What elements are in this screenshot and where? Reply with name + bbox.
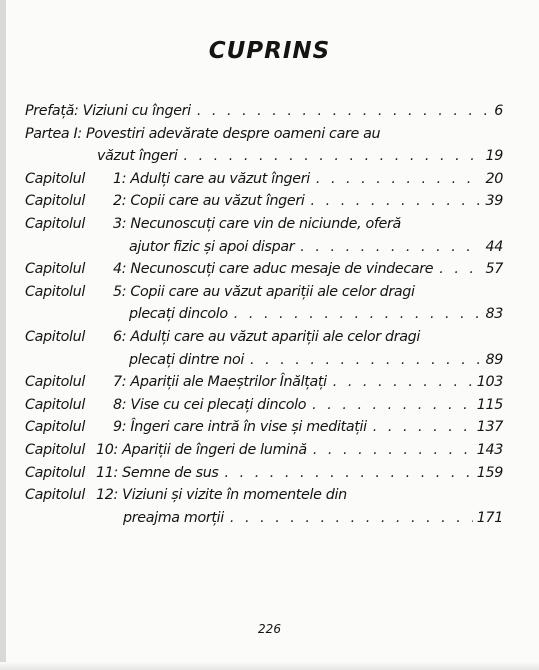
entry-page-number: 171 <box>476 509 503 526</box>
toc-entry <box>25 213 503 258</box>
entry-title: 1: Adulți care au văzut îngeri <box>113 170 310 187</box>
toc-entry <box>25 281 503 326</box>
entry-title: văzut îngeri <box>97 148 178 165</box>
entry-title: 5: Copii care au văzut apariții ale celor dragi <box>113 283 415 300</box>
entry-page-number: 83 <box>485 306 503 323</box>
entry-title: 3: Necunoscuți care vin de niciunde, oferă <box>113 215 401 232</box>
leader-dots <box>184 145 482 168</box>
chapter-label: Capitolul <box>25 261 85 278</box>
page-number: 226 <box>258 622 281 636</box>
toc-entry <box>25 462 503 485</box>
leader-dots <box>234 303 482 326</box>
toc-entry <box>25 168 503 191</box>
leader-dots <box>311 190 482 213</box>
leader-dots <box>230 507 473 530</box>
entry-title: 12: Viziuni și vizite în momentele din <box>96 487 347 504</box>
chapter-label: Capitolul <box>25 441 85 458</box>
page-bottom-edge <box>0 662 539 670</box>
entry-page-number: 6 <box>494 103 503 119</box>
entry-title: plecați dincolo <box>129 306 228 323</box>
entry-page-number: 57 <box>485 261 503 278</box>
toc-entry <box>25 439 503 462</box>
table-of-contents <box>25 100 503 529</box>
entry-title: preajma morții <box>123 509 224 526</box>
entry-title: 6: Adulți care au văzut apariții ale celor dragi <box>113 328 420 345</box>
chapter-label: Capitolul <box>25 487 85 504</box>
chapter-label: Capitolul <box>25 464 85 481</box>
chapter-label: Capitolul <box>25 328 85 345</box>
entry-page-number: 137 <box>476 419 503 436</box>
entry-title: 8: Vise cu cei plecați dincolo <box>113 396 307 413</box>
entry-title: 4: Necunoscuți care aduc mesaje de vindecare <box>113 261 434 278</box>
toc-entry <box>25 123 503 168</box>
leader-dots <box>313 439 473 462</box>
toc-entry <box>25 258 503 281</box>
toc-entry <box>25 394 503 417</box>
entry-title: 9: Îngeri care intră în vise și meditații <box>113 419 367 436</box>
entry-page-number: 39 <box>485 193 503 210</box>
leader-dots <box>373 416 473 439</box>
entry-title: 10: Apariții de îngeri de lumină <box>96 441 307 458</box>
leader-dots <box>312 394 473 417</box>
entry-page-number: 89 <box>485 351 503 368</box>
leader-dots <box>300 236 481 259</box>
chapter-label: Capitolul <box>25 374 85 391</box>
entry-page-number: 143 <box>476 441 503 458</box>
toc-entry <box>25 484 503 529</box>
entry-title: Prefață: Viziuni cu îngeri <box>25 103 191 119</box>
entry-title: plecați dintre noi <box>129 351 245 368</box>
entry-page-number: 20 <box>485 170 503 187</box>
toc-entry <box>25 190 503 213</box>
entry-title: ajutor fizic și apoi dispar <box>129 238 295 255</box>
toc-entry <box>25 416 503 439</box>
chapter-label: Capitolul <box>25 396 85 413</box>
leader-dots <box>250 349 481 372</box>
chapter-label: Capitolul <box>25 215 85 232</box>
entry-page-number: 159 <box>476 464 503 481</box>
entry-title: 11: Semne de sus <box>96 464 219 481</box>
page-left-edge <box>0 0 6 670</box>
entry-title: 2: Copii care au văzut îngeri <box>113 193 305 210</box>
chapter-label: Capitolul <box>25 283 85 300</box>
leader-dots <box>333 371 473 394</box>
chapter-label: Capitolul <box>25 193 85 210</box>
chapter-label: Capitolul <box>25 170 85 187</box>
entry-page-number: 103 <box>476 374 503 391</box>
leader-dots <box>316 168 482 191</box>
leader-dots <box>197 100 490 123</box>
page-title: CUPRINS <box>208 38 331 64</box>
entry-page-number: 19 <box>485 148 503 165</box>
entry-page-number: 115 <box>476 396 503 413</box>
entry-page-number: 44 <box>485 238 503 255</box>
toc-entry <box>25 371 503 394</box>
leader-dots <box>439 258 481 281</box>
entry-title: Partea I: Povestiri adevărate despre oameni care au <box>25 125 381 142</box>
toc-entry <box>25 326 503 371</box>
chapter-label: Capitolul <box>25 419 85 436</box>
entry-title: 7: Apariții ale Maeștrilor Înălțați <box>113 374 327 391</box>
leader-dots <box>225 462 473 485</box>
toc-entry <box>25 100 503 123</box>
